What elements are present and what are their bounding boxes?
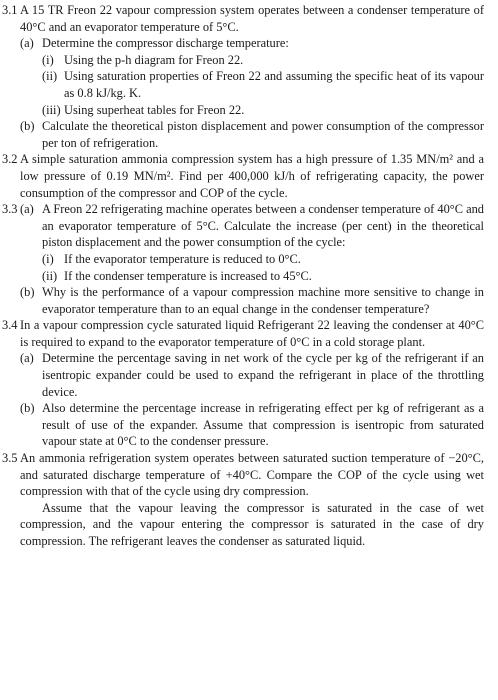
subpart-i — [42, 52, 484, 69]
problem-number: 3.2 — [2, 152, 18, 167]
problem-3-1 — [0, 2, 498, 151]
part-b — [20, 400, 484, 450]
part-label: (b) — [20, 119, 35, 134]
part-label: (a) — [20, 36, 34, 51]
problem-number: 3.5 — [2, 451, 18, 466]
subpart-text: If the evaporator temperature is reduced to 0°C. — [64, 251, 301, 266]
part-label: (b) — [20, 285, 35, 300]
part-text: Determine the compressor discharge temperature: — [42, 36, 289, 51]
problem-3-4 — [0, 317, 498, 450]
subpart-label: (iii) — [42, 102, 61, 117]
problem-3-2 — [0, 151, 498, 201]
problem-text-continued: Assume that the vapour leaving the compressor is saturated in the case of wet compression, and the vapour entering the compressor is saturated in the case of dry compression. The refrigerant leaves the condenser as saturated liquid. — [20, 500, 484, 548]
subpart-i — [42, 251, 484, 268]
problem-3-5 — [0, 450, 498, 550]
part-text: Also determine the percentage increase in refrigerating effect per kg of refrigerant as a result of use of the expander. Assume that compression is isentropic from saturated vapour state at 0°C to the condenser pressure. — [42, 401, 484, 449]
problem-text: A simple saturation ammonia compression system has a high pressure of 1.35 MN/m² and a low pressure of 0.19 MN/m². Find per 400,000 kJ/h of refrigerating capacity, the power consumption of the compressor and COP of the cycle. — [20, 152, 484, 200]
part-label: (b) — [20, 401, 35, 416]
subpart-iii — [42, 102, 484, 119]
subpart-label: (i) — [42, 52, 54, 67]
subpart-text: Using the p-h diagram for Freon 22. — [64, 52, 244, 67]
subpart-ii — [42, 68, 484, 101]
problem-text: A 15 TR Freon 22 vapour compression system operates between a condenser temperature of 40°C and an evaporator temperature of 5°C. — [20, 3, 484, 34]
subpart-text: If the condenser temperature is increased to 45°C. — [64, 268, 312, 283]
problem-text: In a vapour compression cycle saturated liquid Refrigerant 22 leaving the condenser at 40°C is required to expand to the evaporator temperature of 0°C in a cold storage plant. — [20, 318, 484, 349]
problem-number: 3.3 — [2, 202, 18, 217]
problem-text: An ammonia refrigeration system operates between saturated suction temperature of −20°C, and saturated discharge temperature of +40°C. Compare the COP of the cycle using wet compression with that of the cycle using dry compression. — [20, 451, 484, 499]
problem-number: 3.4 — [2, 318, 18, 333]
part-text: Determine the percentage saving in net work of the cycle per kg of the refrigerant if an isentropic expander could be used to expand the refrigerant in place of the throttling device. — [42, 351, 484, 399]
part-b — [20, 284, 484, 317]
part-text: A Freon 22 refrigerating machine operates between a condenser temperature of 40°C and an evaporator temperature of 5°C. Calculate the increase (per cent) in the theoretical piston displacement and the power consumption of the cycle: — [42, 202, 484, 250]
subpart-ii — [42, 268, 484, 285]
part-label: (a) — [20, 202, 34, 217]
subpart-label: (ii) — [42, 268, 58, 283]
part-a — [20, 350, 484, 400]
part-b — [20, 118, 484, 151]
part-text: Why is the performance of a vapour compression machine more sensitive to change in evaporator temperature than to an equal change in the condenser temperature? — [42, 285, 484, 316]
part-a — [20, 35, 484, 118]
subpart-text: Using superheat tables for Freon 22. — [64, 102, 245, 117]
problem-3-3 — [0, 201, 498, 284]
subpart-label: (i) — [42, 251, 54, 266]
part-label: (a) — [20, 351, 34, 366]
part-text: Calculate the theoretical piston displacement and power consumption of the compressor per ton of refrigeration. — [42, 119, 484, 150]
subpart-text: Using saturation properties of Freon 22 and assuming the specific heat of its vapour as 0.8 kJ/kg. K. — [64, 69, 484, 100]
problem-number: 3.1 — [2, 3, 18, 17]
problem-3-3-b — [0, 284, 498, 317]
subpart-label: (ii) — [42, 69, 58, 84]
